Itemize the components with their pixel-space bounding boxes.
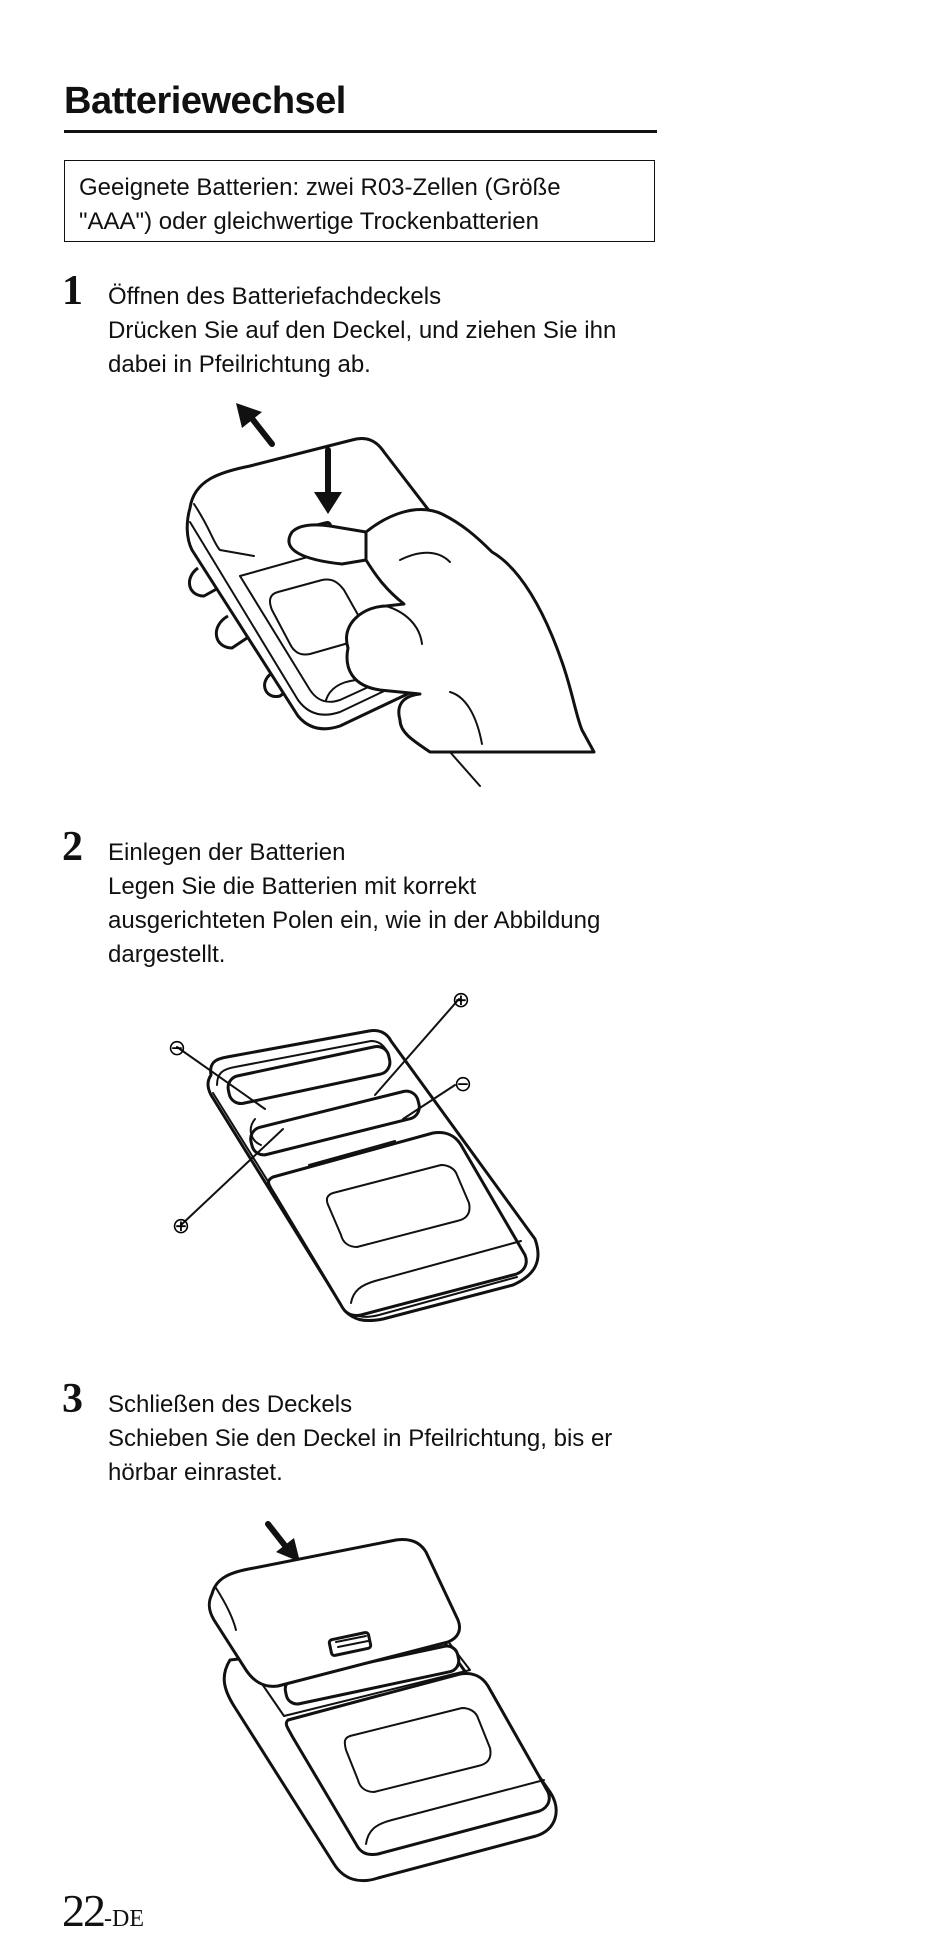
page-footer <box>62 1884 144 1937</box>
step-1-text <box>108 280 668 382</box>
plus-terminal-icon: ⊕ <box>171 1214 191 1239</box>
step-1-heading: Öffnen des Batteriefachdeckels <box>108 283 442 310</box>
note-line: "AAA") oder gleichwertige Trockenbatterien <box>79 208 539 235</box>
language-code: -DE <box>104 1906 144 1932</box>
page-number: 22 <box>62 1885 104 1936</box>
step-2-line: ausgerichteten Polen ein, wie in der Abbildung <box>108 907 601 934</box>
step-1-number: 1 <box>62 268 83 314</box>
note-line: Geeignete Batterien: zwei R03-Zellen (Größe <box>79 174 561 201</box>
step-3-line: Schieben Sie den Deckel in Pfeilrichtung, bis er <box>108 1425 613 1452</box>
title-underline <box>64 130 657 133</box>
plus-terminal-icon: ⊕ <box>451 988 471 1013</box>
arrow-down-right-icon <box>268 1524 300 1562</box>
step-3-text <box>108 1388 668 1490</box>
step-1-line: Drücken Sie auf den Deckel, und ziehen Sie ihn <box>108 317 617 344</box>
step-3-line: hörbar einrastet. <box>108 1459 283 1486</box>
step-2-line: Legen Sie die Batterien mit korrekt <box>108 873 477 900</box>
step-3-heading: Schließen des Deckels <box>108 1391 353 1418</box>
step-2-text <box>108 836 668 972</box>
figure-insert-batteries <box>165 985 545 1355</box>
step-1-line: dabei in Pfeilrichtung ab. <box>108 351 371 378</box>
arrow-up-left-icon <box>236 403 272 444</box>
step-2-line: dargestellt. <box>108 941 226 968</box>
page-title: Batteriewechsel <box>64 80 346 122</box>
step-3-number: 3 <box>62 1376 83 1422</box>
step-2-number: 2 <box>62 824 83 870</box>
battery-note-box <box>64 160 655 242</box>
figure-close-cover <box>200 1510 570 1890</box>
minus-terminal-icon: ⊖ <box>167 1036 187 1061</box>
minus-terminal-icon: ⊖ <box>453 1072 473 1097</box>
step-2-heading: Einlegen der Batterien <box>108 839 346 866</box>
figure-open-cover <box>180 400 620 810</box>
